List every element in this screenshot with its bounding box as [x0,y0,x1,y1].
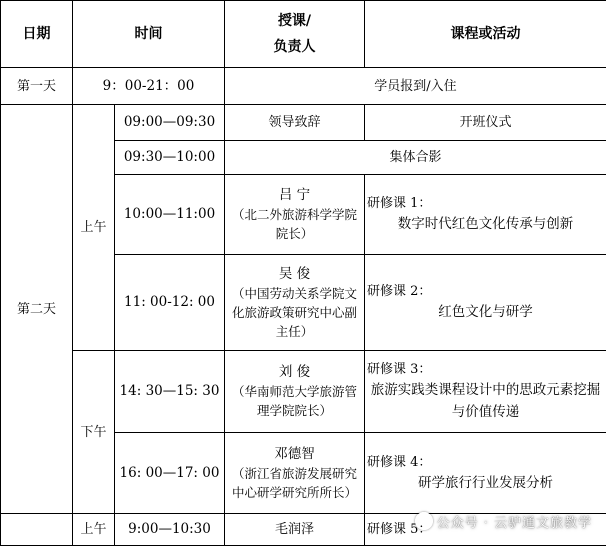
course-number: 研修课 2： [365,282,606,301]
day2-r4-course [365,255,606,351]
day2-r1-lecturer: 领导致辞 [225,105,365,141]
day1-time: 9：00-21：00 [73,68,225,105]
lecturer-org: （华南师范大学旅游管理学院院长） [227,382,362,420]
lecturer-org: （中国劳动关系学院文化旅游政策研究中心副主任） [227,284,362,341]
course-title: 数字时代红色文化传承与创新 [365,213,606,235]
day2-pm-label: 下午 [73,351,115,514]
header-date: 日期 [1,1,73,68]
day2-row-5 [1,351,606,433]
header-course: 课程或活动 [365,1,606,68]
header-time: 时间 [73,1,225,68]
day3-r1-course [365,514,606,546]
lecturer-name: 吕 宁 [227,186,362,205]
lecturer-name: 刘 俊 [227,363,362,382]
day2-r1-activity: 开班仪式 [365,105,606,141]
course-title: 红色文化与研学 [365,301,606,323]
day3-r1-time: 9:00—10:30 [115,514,225,546]
header-lecturer-line2: 负责人 [274,39,316,55]
day2-r5-time: 14: 30—15: 30 [115,351,225,433]
course-number: 研修课 3： [365,360,606,379]
header-lecturer-line1: 授课/ [278,13,311,29]
day2-r2-activity: 集体合影 [225,141,606,175]
day2-r6-course [365,433,606,514]
day1-row [1,68,606,105]
header-row [1,1,606,68]
day2-r2-time: 09:30—10:00 [115,141,225,175]
day1-label: 第一天 [1,68,73,105]
day2-r4-time: 11: 00-12: 00 [115,255,225,351]
course-number: 研修课 4： [365,453,606,472]
day3-row-1 [1,514,606,546]
day2-am-label: 上午 [73,105,115,351]
day2-row-1 [1,105,606,141]
day2-label: 第二天 [1,105,73,514]
day2-r1-time: 09:00—09:30 [115,105,225,141]
header-lecturer [225,1,365,68]
day2-r5-course [365,351,606,433]
course-number: 研修课 5： [365,520,606,539]
day2-r6-lecturer [225,433,365,514]
day3-r1-lecturer: 毛润泽 [225,514,365,546]
course-title: 研学旅行行业发展分析 [365,472,606,494]
day2-r6-time: 16: 00—17: 00 [115,433,225,514]
course-number: 研修课 1： [365,194,606,213]
lecturer-org: （浙江省旅游发展研究中心研学研究所所长） [227,464,362,502]
course-title: 旅游实践类课程设计中的思政元素挖掘与价值传递 [365,379,606,423]
day2-r3-time: 10:00—11:00 [115,175,225,255]
day1-activity: 学员报到/入住 [225,68,606,105]
day2-r4-lecturer [225,255,365,351]
day3-am-label: 上午 [73,514,115,546]
day2-r5-lecturer [225,351,365,433]
day3-label [1,514,73,546]
lecturer-name: 邓德智 [227,445,362,464]
lecturer-name: 吴 俊 [227,265,362,284]
day2-r3-course [365,175,606,255]
watermark-text: 公众号 · 云驴通文旅教学 [437,516,592,531]
lecturer-org: （北二外旅游科学学院院长） [227,205,362,243]
day2-r3-lecturer [225,175,365,255]
